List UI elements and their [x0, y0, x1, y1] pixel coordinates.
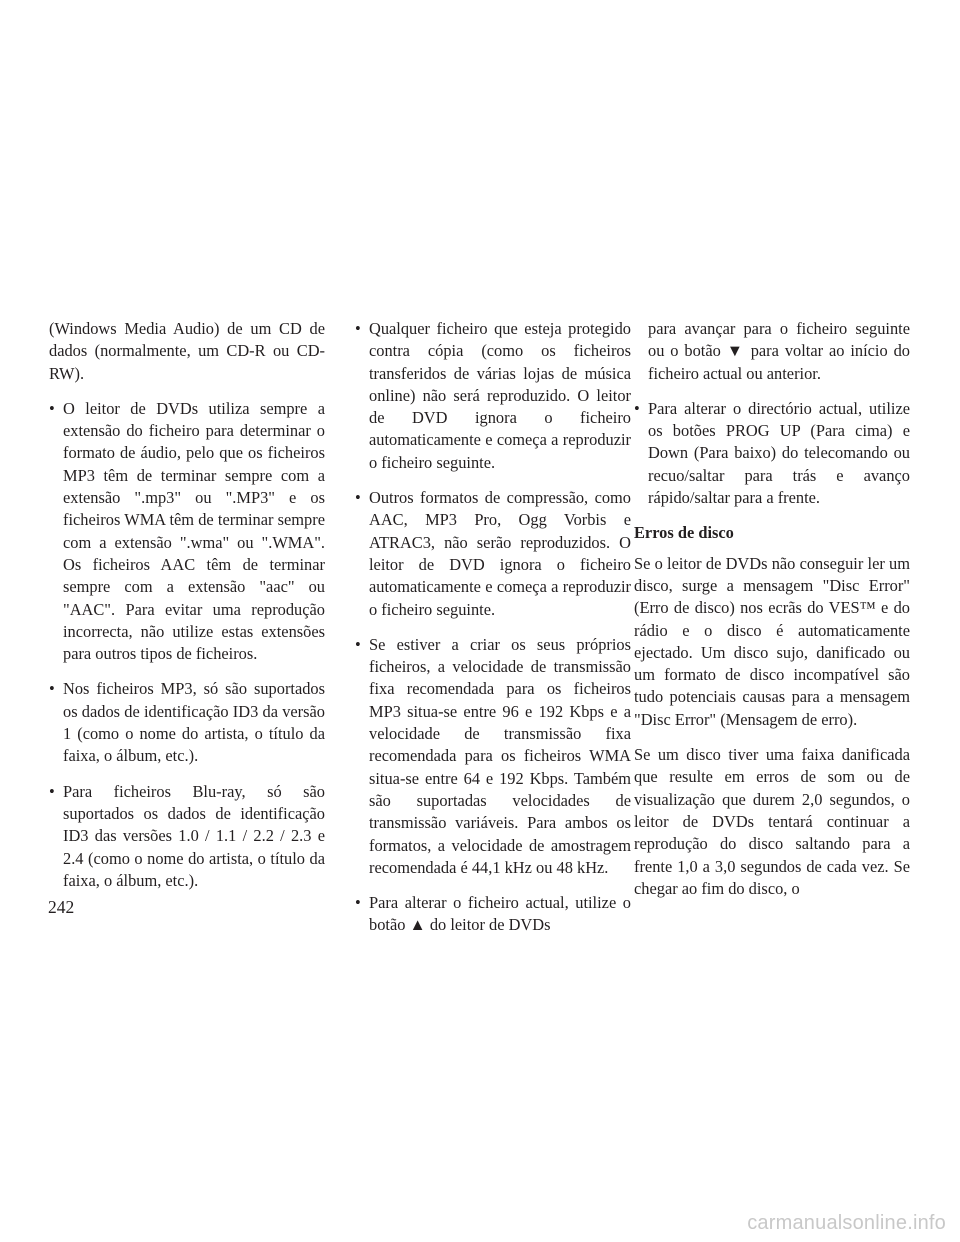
- body-paragraph: Se o leitor de DVDs não conseguir ler um disco, surge a mensagem "Disc Error" (Erro de disco) nos ecrãs do VES™ e do rádio e o disco é automaticamente ejectado. Um disco sujo, danificado ou um formato de disco incompatível são tudo potenciais causas para a mensagem "Disc Error" (Mensagem de erro).: [634, 553, 910, 729]
- bullet-item: • Para alterar o ficheiro actual, utilize o botão ▲ do leitor de DVDs: [355, 892, 631, 937]
- page-number: 242: [48, 897, 75, 917]
- watermark: carmanualsonline.info: [747, 1212, 946, 1234]
- bullet-item: • O leitor de DVDs utiliza sempre a extensão do ficheiro para determinar o formato de áudio, pelo que os ficheiros MP3 têm de terminar sempre com a extensão ".mp3" ou ".MP3" e os ficheiros WMA têm de terminar sempre com a extensão ".wma" ou ".WMA". Os ficheiros AAC têm de terminar sempre com a extensão "aac" ou "AAC". Para evitar uma reprodução incorrecta, não utilize estas extensões para outros tipos de ficheiros.: [49, 398, 325, 666]
- bullet-item: • Outros formatos de compressão, como AAC, MP3 Pro, Ogg Vorbis e ATRAC3, não serão reproduzidos. O leitor de DVD ignora o ficheiro automaticamente e começa a reproduzir o ficheiro seguinte.: [355, 487, 631, 621]
- bullet-item: • Para alterar o directório actual, utilize os botões PROG UP (Para cima) e Down (Para baixo) do telecomando ou recuo/saltar para trás e avanço rápido/saltar para a frente.: [634, 398, 910, 509]
- bullet-item: • Nos ficheiros MP3, só são suportados os dados de identificação ID3 da versão 1 (como o nome do artista, o título da faixa, o álbum, etc.).: [49, 678, 325, 767]
- text-column-right: [634, 318, 910, 913]
- bullet-item: • Para ficheiros Blu-ray, só são suportados os dados de identificação ID3 das versões 1.0 / 1.1 / 2.2 / 2.3 e 2.4 (como o nome do artista, o título da faixa, o álbum, etc.).: [49, 781, 325, 892]
- bullet-item: • Qualquer ficheiro que esteja protegido contra cópia (como os ficheiros transferidos de várias lojas de música online) não será reproduzido. O leitor de DVD ignora o ficheiro automaticamente e começa a reproduzir o ficheiro seguinte.: [355, 318, 631, 474]
- intro-paragraph: (Windows Media Audio) de um CD de dados (normalmente, um CD-R ou CD-RW).: [49, 319, 325, 383]
- bullet-continuation: para avançar para o ficheiro seguinte ou o botão ▼ para voltar ao início do ficheiro actual ou anterior.: [648, 319, 910, 383]
- text-column-middle: [355, 318, 631, 950]
- section-heading: Erros de disco: [634, 523, 734, 543]
- text-column-left: [49, 318, 325, 905]
- bullet-item: • Se estiver a criar os seus próprios ficheiros, a velocidade de transmissão fixa recomendada para os ficheiros MP3 situa-se entre 96 e 192 Kbps e a velocidade de transmissão fixa recomendada para os ficheiros WMA situa-se entre 64 e 192 Kbps. Também são suportadas velocidades de transmissão variáveis. Para ambos os formatos, a velocidade de amostragem recomendada é 44,1 kHz ou 48 kHz.: [355, 634, 631, 879]
- body-paragraph: Se um disco tiver uma faixa danificada que resulte em erros de som ou de visualização que durem 2,0 segundos, o leitor de DVDs tentará continuar a reprodução do disco saltando para a frente 1,0 a 3,0 segundos de cada vez. Se chegar ao fim do disco, o: [634, 745, 910, 898]
